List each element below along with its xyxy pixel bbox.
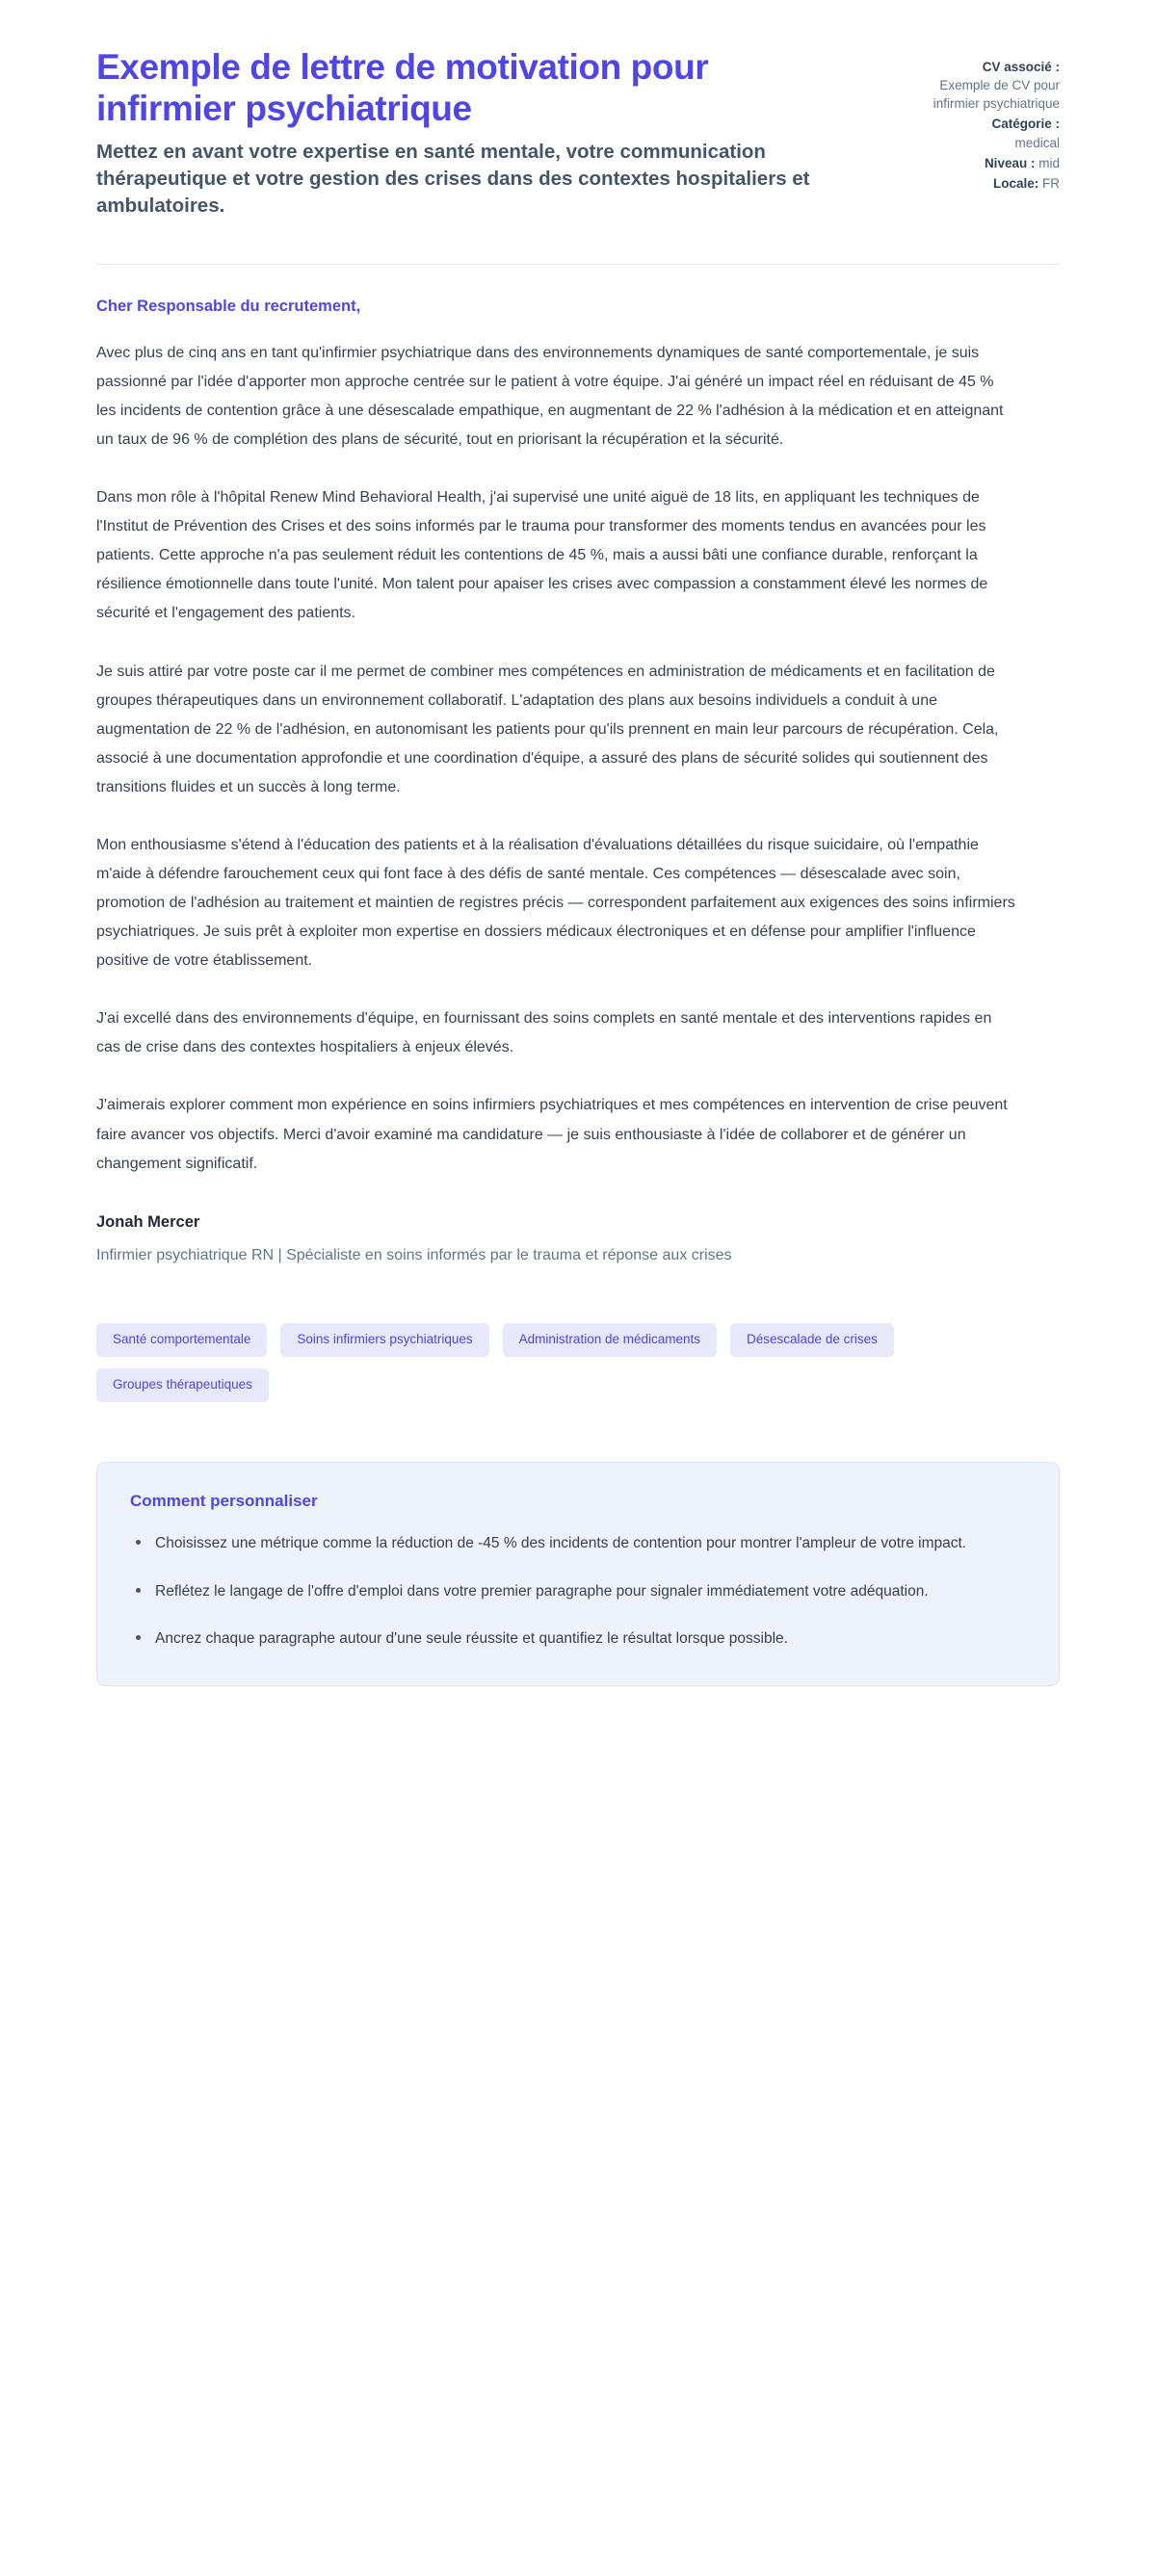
- skill-tag[interactable]: Administration de médicaments: [503, 1323, 717, 1357]
- bullet-icon: [136, 1635, 141, 1640]
- letter-salutation: Cher Responsable du recrutement,: [96, 297, 361, 315]
- meta-category: [894, 115, 1060, 151]
- letter-paragraph: Avec plus de cinq ans en tant qu'infirmier psychiatrique dans des environnements dynamiques de santé comportementale, je suis passionné par l'idée d'apporter mon approche centrée sur le patient à votre équipe. J'ai généré un impact réel en réduisant de 45 % les incidents de contention grâce à une désescalade empathique, en augmentant de 22 % l'adhésion à la médication et en atteignant un taux de 96 % de complétion des plans de sécurité, tout en priorisant la récupération et la sécurité.: [96, 344, 1004, 449]
- skill-tag[interactable]: Soins infirmiers psychiatriques: [280, 1323, 488, 1357]
- letter-paragraph: Je suis attiré par votre poste car il me permet de combiner mes compétences en administration de médicaments et en facilitation de groupes thérapeutiques dans un environnement collaboratif. L'adaptation des plans aux besoins individuels a conduit à une augmentation de 22 % de l'adhésion, en autonomisant les patients pour qu'ils prennent en main leur parcours de récupération. Cela, associé à une documentation approfondie et une coordination d'équipe, a assuré des plans de sécurité solides qui soutiennent des transitions fluides et un succès à long terme.: [96, 663, 999, 795]
- bullet-icon: [136, 1540, 141, 1545]
- skill-tag[interactable]: Désescalade de crises: [730, 1323, 894, 1357]
- letter-paragraph: Dans mon rôle à l'hôpital Renew Mind Behavioral Health, j'ai supervisé une unité aiguë de 18 lits, en appliquant les techniques de l'Institut de Prévention des Crises et des soins informés par le trauma pour transformer des moments tendus en avancées pour les patients. Cette approche n'a pas seulement réduit les contentions de 45 %, mais a aussi bâti une confiance durable, renforçant la résilience émotionnelle dans toute l'unité. Mon talent pour apaiser les crises avec compassion a constamment élevé les normes de sécurité et l'engagement des patients.: [96, 489, 988, 622]
- meta-associated-cv-label: CV associé :: [982, 60, 1060, 74]
- meta-associated-cv: [894, 58, 1060, 113]
- customization-callout: [96, 1462, 1060, 1686]
- callout-tip-list: [130, 1530, 1026, 1652]
- signature-name: Jonah Mercer: [96, 1212, 200, 1231]
- skill-tag[interactable]: Santé comportementale: [96, 1323, 267, 1357]
- meta-level-label: Niveau :: [984, 155, 1036, 170]
- bullet-icon: [136, 1588, 141, 1593]
- meta-category-value: medical: [1014, 135, 1060, 150]
- meta-associated-cv-value: Exemple de CV pour infirmier psychiatrique: [933, 78, 1060, 112]
- callout-tip-text: Ancrez chaque paragraphe autour d'une seule réussite et quantifiez le résultat lorsque possible.: [155, 1630, 788, 1648]
- meta-locale: [894, 174, 1060, 193]
- skill-tag[interactable]: Groupes thérapeutiques: [96, 1368, 269, 1402]
- page-subtitle: Mettez en avant votre expertise en santé mentale, votre communication thérapeutique et votre gestion des crises dans des contextes hospitaliers et ambulatoires.: [96, 140, 810, 217]
- signature-block: [96, 1213, 1060, 1270]
- meta-level: [894, 154, 1060, 172]
- signature-role: Infirmier psychiatrique RN | Spécialiste en soins informés par le trauma et réponse aux crises: [96, 1246, 732, 1263]
- callout-tip-text: Choisissez une métrique comme la réduction de -45 % des incidents de contention pour montrer l'ampleur de votre impact.: [155, 1534, 967, 1551]
- letter-paragraph: J'ai excellé dans des environnements d'équipe, en fournissant des soins complets en santé mentale et des interventions rapides en cas de crise dans des contextes hospitaliers à enjeux élevés.: [96, 1010, 992, 1056]
- letter-paragraph: Mon enthousiasme s'étend à l'éducation des patients et à la réalisation d'évaluations détaillées du risque suicidaire, où l'empathie m'aide à défendre farouchement ceux qui font face à des défis de santé mentale. Ces compétences — désescalade avec soin, promotion de l'adhésion au traitement et maintien de registres précis — correspondent parfaitement aux exigences des soins infirmiers psychiatriques. Je suis prêt à exploiter mon expertise en dossiers médicaux électroniques et en défense pour amplifier l'influence positive de votre établissement.: [96, 836, 1015, 970]
- header-text-block: [96, 46, 828, 220]
- skill-tag-list: [96, 1323, 925, 1402]
- callout-tip-text: Reflétez le langage de l'offre d'emploi dans votre premier paragraphe pour signaler immédiatement votre adéquation.: [155, 1582, 929, 1600]
- page-header: [96, 46, 1060, 220]
- meta-locale-label: Locale:: [992, 175, 1039, 191]
- letter-body: [96, 265, 1060, 1179]
- callout-title: Comment personnaliser: [130, 1491, 318, 1510]
- page-title: Exemple de lettre de motivation pour infirmier psychiatrique: [96, 47, 709, 129]
- meta-category-label: Catégorie :: [991, 117, 1060, 132]
- callout-tip-item: [130, 1626, 1022, 1652]
- letter-paragraph: J'aimerais explorer comment mon expérience en soins infirmiers psychiatriques et mes compétences en intervention de crise peuvent faire avancer vos objectifs. Merci d'avoir examiné ma candidature — je suis enthousiaste à l'idée de collaborer et de générer un changement significatif.: [96, 1097, 1008, 1172]
- callout-tip-item: [130, 1530, 1022, 1557]
- document-metadata: [894, 46, 1060, 195]
- meta-locale-value: FR: [1042, 175, 1060, 191]
- callout-tip-item: [130, 1578, 1022, 1605]
- meta-level-value: mid: [1038, 155, 1060, 170]
